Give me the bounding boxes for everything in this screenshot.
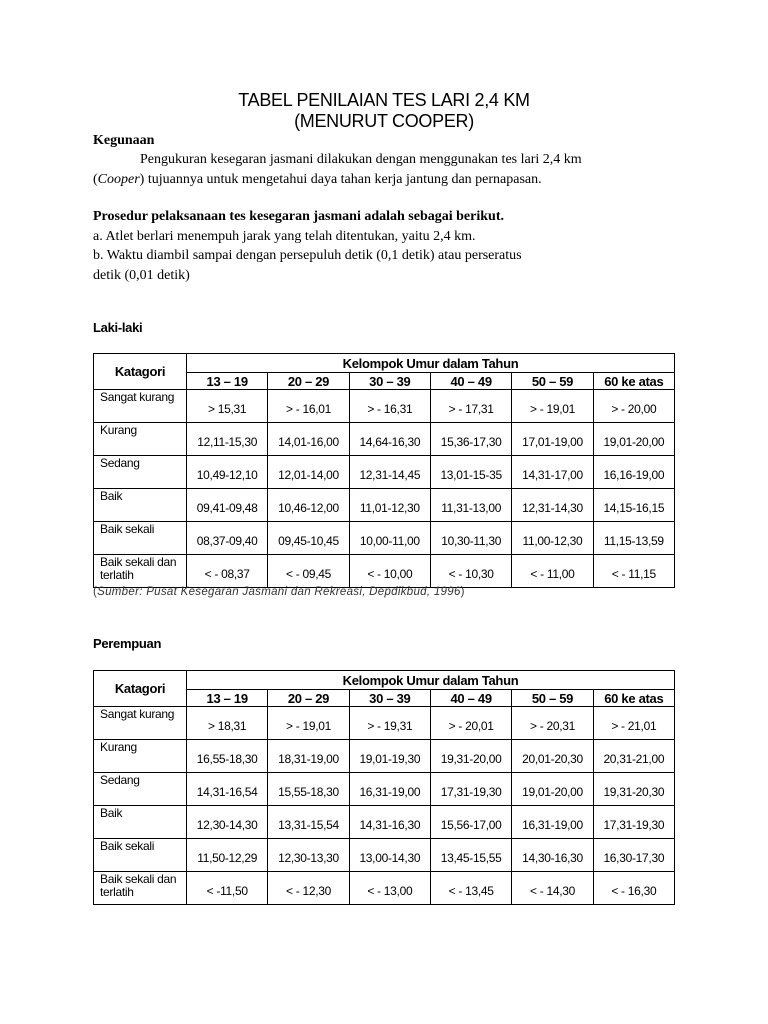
table-row [94, 390, 675, 423]
age-header-cell: 30 – 39 [349, 373, 430, 390]
age-header-cell: 60 ke atas [593, 373, 674, 390]
time-value-cell: 14,01-16,00 [268, 423, 349, 456]
age-header-cell: 60 ke atas [593, 690, 674, 707]
table-row [94, 489, 675, 522]
table-row [94, 806, 675, 839]
category-cell: Sedang [94, 456, 187, 489]
time-value-cell: > - 20,00 [593, 390, 674, 423]
section-heading-female: Perempuan [93, 636, 162, 651]
category-cell: Kurang [94, 740, 187, 773]
kegunaan-line-2 [93, 172, 542, 188]
time-value-cell: 16,30-17,30 [593, 839, 674, 872]
time-value-cell: 12,30-14,30 [187, 806, 268, 839]
time-value-cell: 17,01-19,00 [512, 423, 593, 456]
category-cell: Sedang [94, 773, 187, 806]
table-row [94, 555, 675, 588]
prosedur-item-b-line-1: b. Waktu diambil sampai dengan persepuluh detik (0,1 detik) atau perseratus [93, 248, 522, 263]
time-value-cell: 14,30-16,30 [512, 839, 593, 872]
age-header-cell: 40 – 49 [430, 373, 511, 390]
time-value-cell: 19,31-20,00 [430, 740, 511, 773]
time-value-cell: 08,37-09,40 [187, 522, 268, 555]
table-row [94, 839, 675, 872]
score-table-male [93, 353, 675, 588]
title-line-2: (MENURUT COOPER) [294, 111, 474, 131]
category-cell: Baik sekali [94, 522, 187, 555]
time-value-cell: < - 12,30 [268, 872, 349, 905]
col-header-age-group: Kelompok Umur dalam Tahun [187, 354, 675, 373]
time-value-cell: 14,31-17,00 [512, 456, 593, 489]
category-cell: Baik [94, 806, 187, 839]
kegunaan-line-2-rest: ) tujuannya untuk mengetahui daya tahan kerja jantung dan pernapasan. [139, 172, 542, 187]
kegunaan-cooper: Cooper [97, 172, 140, 187]
age-header-cell: 50 – 59 [512, 690, 593, 707]
score-table-female [93, 670, 675, 905]
time-value-cell: 11,50-12,29 [187, 839, 268, 872]
time-value-cell: < -11,50 [187, 872, 268, 905]
time-value-cell: 10,49-12,10 [187, 456, 268, 489]
time-value-cell: < - 14,30 [512, 872, 593, 905]
prosedur-item-a: a. Atlet berlari menempuh jarak yang telah ditentukan, yaitu 2,4 km. [93, 229, 476, 244]
time-value-cell: 17,31-19,30 [593, 806, 674, 839]
time-value-cell: 12,31-14,45 [349, 456, 430, 489]
age-header-cell: 50 – 59 [512, 373, 593, 390]
source-note [93, 586, 465, 598]
table-row [94, 456, 675, 489]
time-value-cell: > - 20,01 [430, 707, 511, 740]
time-value-cell: 14,31-16,30 [349, 806, 430, 839]
time-value-cell: 19,31-20,30 [593, 773, 674, 806]
time-value-cell: 12,11-15,30 [187, 423, 268, 456]
time-value-cell: 20,31-21,00 [593, 740, 674, 773]
time-value-cell: < - 13,00 [349, 872, 430, 905]
table-row [94, 872, 675, 905]
time-value-cell: 11,31-13,00 [430, 489, 511, 522]
time-value-cell: 19,01-19,30 [349, 740, 430, 773]
title-line-1: TABEL PENILAIAN TES LARI 2,4 KM [238, 90, 530, 110]
time-value-cell: 09,45-10,45 [268, 522, 349, 555]
time-value-cell: 15,56-17,00 [430, 806, 511, 839]
kegunaan-heading: Kegunaan [93, 133, 155, 148]
time-value-cell: 16,55-18,30 [187, 740, 268, 773]
prosedur-item-b-line-2: detik (0,01 detik) [93, 268, 190, 283]
table-row [94, 707, 675, 740]
time-value-cell: 16,16-19,00 [593, 456, 674, 489]
source-paren-close: ) [460, 586, 465, 598]
time-value-cell: 13,01-15-35 [430, 456, 511, 489]
table-row [94, 423, 675, 456]
time-value-cell: 11,15-13,59 [593, 522, 674, 555]
category-cell: Sangat kurang [94, 390, 187, 423]
time-value-cell: 13,00-14,30 [349, 839, 430, 872]
age-header-cell: 20 – 29 [268, 373, 349, 390]
time-value-cell: 09,41-09,48 [187, 489, 268, 522]
prosedur-heading: Prosedur pelaksanaan tes kesegaran jasmani adalah sebagai berikut. [93, 209, 504, 224]
time-value-cell: 14,31-16,54 [187, 773, 268, 806]
time-value-cell: 10,30-11,30 [430, 522, 511, 555]
time-value-cell: < - 10,00 [349, 555, 430, 588]
time-value-cell: 10,46-12,00 [268, 489, 349, 522]
time-value-cell: > - 17,31 [430, 390, 511, 423]
time-value-cell: 20,01-20,30 [512, 740, 593, 773]
time-value-cell: 16,31-19,00 [512, 806, 593, 839]
time-value-cell: > - 16,01 [268, 390, 349, 423]
time-value-cell: 17,31-19,30 [430, 773, 511, 806]
table-row [94, 740, 675, 773]
category-cell: Baik sekali [94, 839, 187, 872]
age-header-cell: 30 – 39 [349, 690, 430, 707]
category-cell: Kurang [94, 423, 187, 456]
section-heading-male: Laki-laki [93, 320, 143, 335]
time-value-cell: 13,31-15,54 [268, 806, 349, 839]
time-value-cell: 12,31-14,30 [512, 489, 593, 522]
time-value-cell: 14,15-16,15 [593, 489, 674, 522]
time-value-cell: 12,30-13,30 [268, 839, 349, 872]
category-cell: Baik sekali dan terlatih [94, 555, 187, 588]
category-cell: Baik sekali dan terlatih [94, 872, 187, 905]
age-header-cell: 20 – 29 [268, 690, 349, 707]
time-value-cell: 14,64-16,30 [349, 423, 430, 456]
time-value-cell: < - 13,45 [430, 872, 511, 905]
time-value-cell: < - 10,30 [430, 555, 511, 588]
time-value-cell: > - 21,01 [593, 707, 674, 740]
time-value-cell: 13,45-15,55 [430, 839, 511, 872]
time-value-cell: > - 20,31 [512, 707, 593, 740]
time-value-cell: > - 19,01 [268, 707, 349, 740]
table-row [94, 773, 675, 806]
time-value-cell: < - 16,30 [593, 872, 674, 905]
time-value-cell: > - 19,01 [512, 390, 593, 423]
table-row [94, 522, 675, 555]
time-value-cell: < - 09,45 [268, 555, 349, 588]
time-value-cell: 10,00-11,00 [349, 522, 430, 555]
age-header-cell: 13 – 19 [187, 690, 268, 707]
time-value-cell: 19,01-20,00 [593, 423, 674, 456]
time-value-cell: 11,01-12,30 [349, 489, 430, 522]
time-value-cell: < - 11,00 [512, 555, 593, 588]
table-body-female [94, 707, 675, 905]
time-value-cell: > - 19,31 [349, 707, 430, 740]
time-value-cell: > 15,31 [187, 390, 268, 423]
category-cell: Sangat kurang [94, 707, 187, 740]
col-header-category: Katagori [94, 354, 187, 390]
source-paren-open: ( [93, 586, 98, 598]
time-value-cell: 12,01-14,00 [268, 456, 349, 489]
age-header-cell: 13 – 19 [187, 373, 268, 390]
time-value-cell: > 18,31 [187, 707, 268, 740]
kegunaan-line-1: Pengukuran kesegaran jasmani dilakukan dengan menggunakan tes lari 2,4 km [140, 152, 582, 167]
col-header-category: Katagori [94, 671, 187, 707]
time-value-cell: 16,31-19,00 [349, 773, 430, 806]
time-value-cell: > - 16,31 [349, 390, 430, 423]
time-value-cell: < - 11,15 [593, 555, 674, 588]
time-value-cell: < - 08,37 [187, 555, 268, 588]
col-header-age-group: Kelompok Umur dalam Tahun [187, 671, 675, 690]
time-value-cell: 19,01-20,00 [512, 773, 593, 806]
category-cell: Baik [94, 489, 187, 522]
source-text: Sumber: Pusat Kesegaran Jasmani dan Rekreasi, Depdikbud, 1996 [97, 586, 461, 598]
age-header-cell: 40 – 49 [430, 690, 511, 707]
time-value-cell: 11,00-12,30 [512, 522, 593, 555]
time-value-cell: 15,36-17,30 [430, 423, 511, 456]
time-value-cell: 15,55-18,30 [268, 773, 349, 806]
kegunaan-paren-open: ( [93, 172, 98, 187]
table-body-male [94, 390, 675, 588]
time-value-cell: 18,31-19,00 [268, 740, 349, 773]
